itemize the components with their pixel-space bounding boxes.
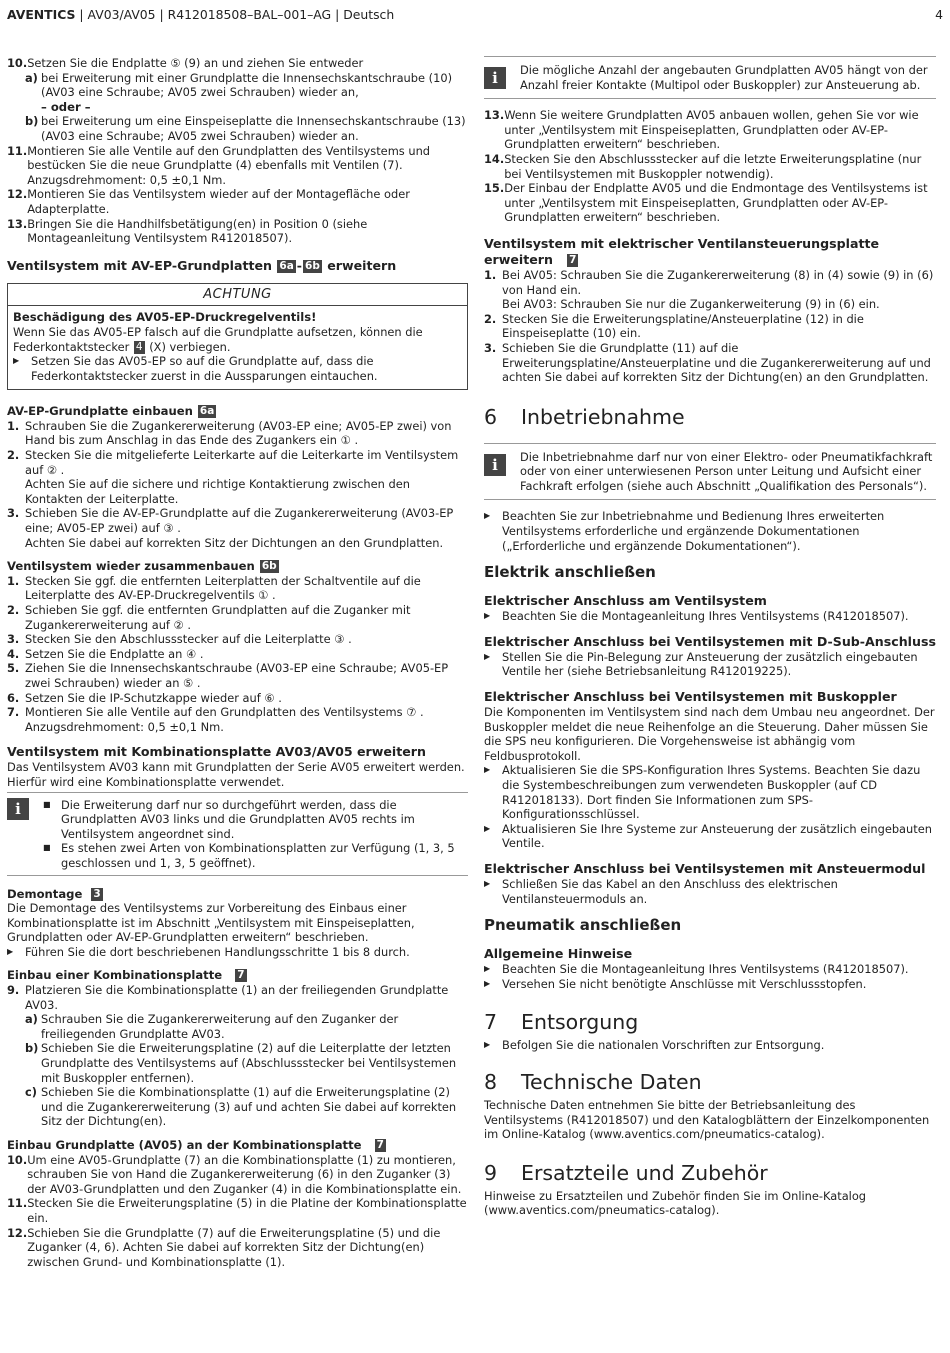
page-number: 4 [935,7,943,22]
einbauen-step-2: 2. Stecken Sie die mitgelieferte Leiterkarte auf die Leiterkarte im Ventilsystem auf ② . Achten Sie auf die sichere und richtige Kontaktierung zwischen den Kontakten der Leiterplatte. [7,448,459,506]
warning-heading: Beschädigung des AV05-EP-Druckregelventils! [13,310,317,325]
step-15-right: 15. Der Einbau der Endplatte AV05 und die Endmontage des Ventilsystems ist unter „Ventilsystem mit Einspeiseplatten, Grundplatten oder AV-EP-Grundplatten erweitern“ beschrieben. [484,181,928,225]
zus-step-6: 6. Setzen Sie die IP-Schutzkappe wieder auf ⑥ . [7,690,282,705]
demontage-title: Demontage 3 [7,886,101,901]
step-13-right: 13. Wenn Sie weitere Grundplatten AV05 anbauen wollen, gehen Sie vor wie unter „Ventilsystem mit Einspeiseplatten, Grundplatten oder AV-EP-Grundplatten erweitern“ beschrieben. [484,108,919,152]
step-10b: b) bei Erweiterung um eine Einspeiseplatte die Innensechskantschraube (13) (AV03 eine Schraube; AV05 zwei Schrauben) wieder an. [25,114,466,143]
elek-step-3: 3. Schieben Sie die Grundplatte (11) auf die Erweiterungsplatine/Ansteuerplatine und die Zugankererweiterung auf und achten Sie dabei auf korrekten Sitz der Dichtung(en) an den Grundplatten. [484,340,931,385]
info-icon: i [484,67,506,89]
demontage-bullet: ▶ Führen Sie die dort beschriebenen Handlungsschritte 1 bis 8 durch. [7,944,410,959]
arrow-bullet-icon: ▶ [484,978,491,988]
figure-ref: 6a [279,259,294,272]
einbau-grundplatte-title: Einbau Grundplatte (AV05) an der Kombinationsplatte 7 [7,1138,384,1152]
technische-daten-body: Technische Daten entnehmen Sie bitte der Betriebsanleitung des Ventilsystems (R412018507) und den Katalogblättern der Einzelkomponenten im Online-Katalog (www.aventics.com/pneumatics-catalog). [484,1097,930,1142]
step-11: 11. Montieren Sie alle Ventile auf den Grundplatten des Ventilsystems und bestücken Sie die neue Grundplatte (4) ebenfalls mit Ventilen (7). Anzugsdrehmoment: 0,5 ±0,1 Nm. [7,143,431,187]
pneumatik-heading: Pneumatik anschließen [484,916,682,935]
zus-step-7: 7. Montieren Sie alle Ventile auf den Grundplatten des Ventilsystems ⑦ . Anzugsdrehmoment: 0,5 ±0,1 Nm. [7,705,424,734]
komb-step-9: 9. Platzieren Sie die Kombinationsplatte (1) an der freiliegenden Grundplatte AV03. [7,983,449,1012]
info-box-inbetriebnahme: i Die Inbetriebnahme darf nur von einer Elektro- oder Pneumatikfachkraft oder von einer unterwiesenen Person unter Leitung und Aufsicht einer Fachkraft erfolgen (siehe auch Abschnitt „Qualifikation des Personals“). [484,450,936,494]
ea4-title: Elektrischer Anschluss bei Ventilsystemen mit Ansteuermodul [484,860,926,876]
ea3-title: Elektrischer Anschluss bei Ventilsystemen mit Buskoppler [484,689,897,705]
header-doc-info: | AV03/AV05 | R412018508–BAL–001–AG | Deutsch [75,7,395,22]
left-column [7,56,468,1269]
step-10: 10. Setzen Sie die Endplatte ⑤ (9) an und ziehen Sie entweder [7,56,364,70]
entsorgung-bullet: ▶ Befolgen Sie die nationalen Vorschriften zur Entsorgung. [484,1038,825,1053]
info-box-grundplatten: i Die mögliche Anzahl der angebauten Grundplatten AV05 hängt von der Anzahl freier Kontakte (Multipol oder Buskoppler) zur Ansteuerung ab. [484,63,936,92]
ea3-bullet-1: ▶ Aktualisieren Sie die SPS-Konfiguration Ihres Systems. Beachten Sie dazu die Systembeschreibungen zum verwendeten Buskoppler (auf CD R412018133). Dort finden Sie Informationen zum SPS-Konfigurationsschlüssel. [484,763,921,822]
arrow-bullet-icon: ▶ [484,823,491,833]
komb-step-9a: a) Schrauben Sie die Zugankererweiterung auf den Zuganker der freiliegenden Grundplatte AV03. [25,1012,399,1041]
demontage-body: Die Demontage des Ventilsystems zur Vorbereitung des Einbaus einer Kombinationsplatte ist im Abschnitt „Ventilsystem mit Einspeiseplatten, Grundplatten oder AV-EP-Grundplatten erweitern“ beschrieben. [7,901,415,945]
step-13: 13. Bringen Sie die Handhilfsbetätigung(en) in Position 0 (siehe Montageanleitung Ventilsystem R412018507). [7,216,368,246]
komb-title: Ventilsystem mit Kombinationsplatte AV03/AV05 erweitern [7,744,426,760]
info-icon: i [7,798,29,820]
ah-bullet-2: ▶ Versehen Sie nicht benötigte Anschlüsse mit Verschlussstopfen. [484,976,867,991]
arrow-bullet-icon: ▶ [484,964,491,974]
elek-step-1: 1. Bei AV05: Schrauben Sie die Zugankererweiterung (8) in (4) sowie (9) in (6) von Hand ein. Bei AV03: Schrauben Sie nur die Zugankerweiterung (9) in (6) ein. [484,267,934,312]
zus-step-3: 3. Stecken Sie den Abschlussstecker auf die Leiterplatte ③ . [7,632,352,647]
elek-step-2: 2. Stecken Sie die Erweiterungsplatine/Ansteuerplatine (12) in die Einspeiseplatte (10) ein. [484,311,864,341]
warning-instruction: ▶ Setzen Sie das AV05-EP so auf die Grundplatte auf, dass die Federkontaktstecker zuerst in die Aussparungen eintauchen. [13,354,378,383]
ea3-body: Die Komponenten im Ventilsystem sind nach dem Umbau neu angeordnet. Der Buskoppler meldet die neue Reihenfolge an die Steuerung. Daher müssen Sie die SPS neu konfigurieren. Die Vorgehensweise ist abhängig vom Feldbusprotokoll. [484,705,935,763]
inbetrieb-bullet: ▶ Beachten Sie zur Inbetriebnahme und Bedienung Ihres erweiterten Ventilsystems erforderliche und ergänzende Dokumentationen („Erforderliche und ergänzende Dokumentationen“). [484,509,885,553]
brand-name: AVENTICS [7,7,76,22]
komb-info: i ■ Die Erweiterung darf nur so durchgeführt werden, dass die Grundplatten AV03 links und die Grundplatten AV05 rechts im Ventilsystem angeordnet sind. ■ Es stehen zwei Arten von Kombinationsplatten zur Verfügung (1, 3, 5 geschlossen und 1, 3, 5 geöffnet). [7,798,468,871]
ea3-bullet-2: ▶ Aktualisieren Sie Ihre Systeme zur Ansteuerung der zusätzlich eingebauten Ventile. [484,821,932,851]
section-avep-title: Ventilsystem mit AV-EP-Grundplatten 6a - 6b erweitern [7,257,397,273]
step-12: 12. Montieren Sie das Ventilsystem wieder auf der Montagefläche oder Adapterplatte. [7,187,410,216]
einbauen-step-3: 3. Schieben Sie die AV-EP-Grundplatte auf die Zugankererweiterung (AV03-EP eine; AV05-EP zwei) auf ③ . Achten Sie dabei auf korrekten Sitz der Dichtungen an den Grundplatten. [7,506,454,550]
zus-step-4: 4. Setzen Sie die Endplatte an ④ . [7,646,204,661]
komb-body: Das Ventilsystem AV03 kann mit Grundplatten der Serie AV05 erweitert werden. Hierfür wird eine Kombinationsplatte verwendet. [7,760,465,789]
gp-step-12: 12. Schieben Sie die Grundplatte (7) auf die Erweiterungsplatine (5) und die Zuganker (4, 6). Achten Sie dabei auf korrekten Sitz der Dichtung(en) zwischen Grund- und Kombinationsplatte (1). [7,1225,441,1269]
arrow-bullet-icon: ▶ [484,1040,491,1050]
ersatzteile-body: Hinweise zu Ersatzteilen und Zubehör finden Sie im Online-Katalog (www.aventics.com/pneumatics-catalog). [484,1188,867,1218]
arrow-bullet-icon: ▶ [484,651,491,661]
einbau-komb-title: Einbau einer Kombinationsplatte 7 [7,968,245,983]
page-header [7,8,943,24]
ea1-bullet: ▶ Beachten Sie die Montageanleitung Ihres Ventilsystems (R412018507). [484,609,909,624]
warning-label: ACHTUNG [8,284,467,307]
allgemeine-hinweise-title: Allgemeine Hinweise [484,946,633,962]
arrow-bullet-icon: ▶ [484,765,491,775]
info-icon: i [484,454,506,476]
gp-step-11: 11. Stecken Sie die Erweiterungsplatine (5) in die Platine der Kombinationsplatte ein. [7,1196,467,1225]
chapter-6-heading: 6 Inbetriebnahme [484,404,685,429]
warning-body: Wenn Sie das AV05-EP falsch auf die Grundplatte aufsetzen, können die Federkontaktstecker 4 (X) verbiegen. [13,324,423,354]
warning-box [7,283,468,391]
einbauen-step-1: 1. Schrauben Sie die Zugankererweiterung (AV03-EP eine; AV05-EP zwei) von Hand bis zum Anschlag in das Ende des Zugankers ein ① . [7,418,452,448]
gp-step-10: 10. Um eine AV05-Grundplatte (7) an die Kombinationsplatte (1) zu montieren, schrauben Sie von Hand die Zugankererweiterung (6) in den Zuganker (3) der AV03-Grundplatten und den Zuganker (4) in die Kombinationsplatte ein. [7,1152,462,1196]
figure-ref: 6b [305,259,320,272]
einbauen-title: AV-EP-Grundplatte einbauen 6a [7,404,215,419]
arrow-bullet-icon: ▶ [7,946,14,956]
zusammenbauen-title: Ventilsystem wieder zusammenbauen 6b [7,559,277,574]
arrow-bullet-icon: ▶ [484,511,491,521]
zus-step-2: 2. Schieben Sie ggf. die entfernten Grundplatten auf die Zuganker mit Zugankererweiterung auf ② . [7,603,411,632]
zus-step-5: 5. Ziehen Sie die Innensechskantschraube (AV03-EP eine Schraube; AV05-EP zwei Schrauben) wieder an ⑤ . [7,661,449,690]
square-bullet-icon: ■ [43,799,51,809]
chapter-7-heading: 7 Entsorgung [484,1010,639,1035]
elektrik-heading: Elektrik anschließen [484,563,656,582]
step-10a: a) bei Erweiterung mit einer Grundplatte die Innensechskantschraube (10) (AV03 eine Schraube; AV05 zwei Schrauben) wieder an, [25,70,453,100]
ah-bullet-1: ▶ Beachten Sie die Montageanleitung Ihres Ventilsystems (R412018507). [484,962,909,977]
ea2-bullet: ▶ Stellen Sie die Pin-Belegung zur Ansteuerung der zusätzlich eingebauten Ventile her (siehe Betriebsanleitung R412019225). [484,649,918,679]
komb-step-9c: c) Schieben Sie die Kombinationsplatte (1) auf die Erweiterungsplatine (2) und die Zugankererweiterung (3) auf und achten Sie dabei auf korrekten Sitz der Dichtung(en). [25,1085,457,1129]
right-column [484,56,936,1218]
chapter-9-heading: 9 Ersatzteile und Zubehör [484,1160,768,1185]
arrow-bullet-icon: ▶ [13,356,20,366]
ea2-title: Elektrischer Anschluss bei Ventilsystemen mit D-Sub-Anschluss [484,633,936,649]
square-bullet-icon: ■ [43,843,51,853]
ea1-title: Elektrischer Anschluss am Ventilsystem [484,593,767,609]
elek-title: Ventilsystem mit elektrischer Ventilansteuerungsplatte erweitern 7 [484,235,880,267]
zus-step-1: 1. Stecken Sie ggf. die entfernten Leiterplatten der Schaltventile auf die Leiterplatte des AV-EP-Druckregelventils ① . [7,573,421,603]
arrow-bullet-icon: ▶ [484,611,491,621]
komb-step-9b: b) Schieben Sie die Erweiterungsplatine (2) auf die Leiterplatte der letzten Grundplatte des Ventilsystems auf (Abschlussstecker bei Ventilsystemen mit Buskoppler entfernen). [25,1041,457,1085]
oder-separator: – oder – [41,99,91,114]
step-14-right: 14. Stecken Sie den Abschlussstecker auf die letzte Erweiterungsplatine (nur bei Ventilsystemen mit Buskoppler notwendig). [484,151,922,181]
arrow-bullet-icon: ▶ [484,878,491,888]
ea4-bullet: ▶ Schließen Sie das Kabel an den Anschluss des elektrischen Ventilansteuermoduls an. [484,876,838,906]
chapter-8-heading: 8 Technische Daten [484,1069,702,1094]
